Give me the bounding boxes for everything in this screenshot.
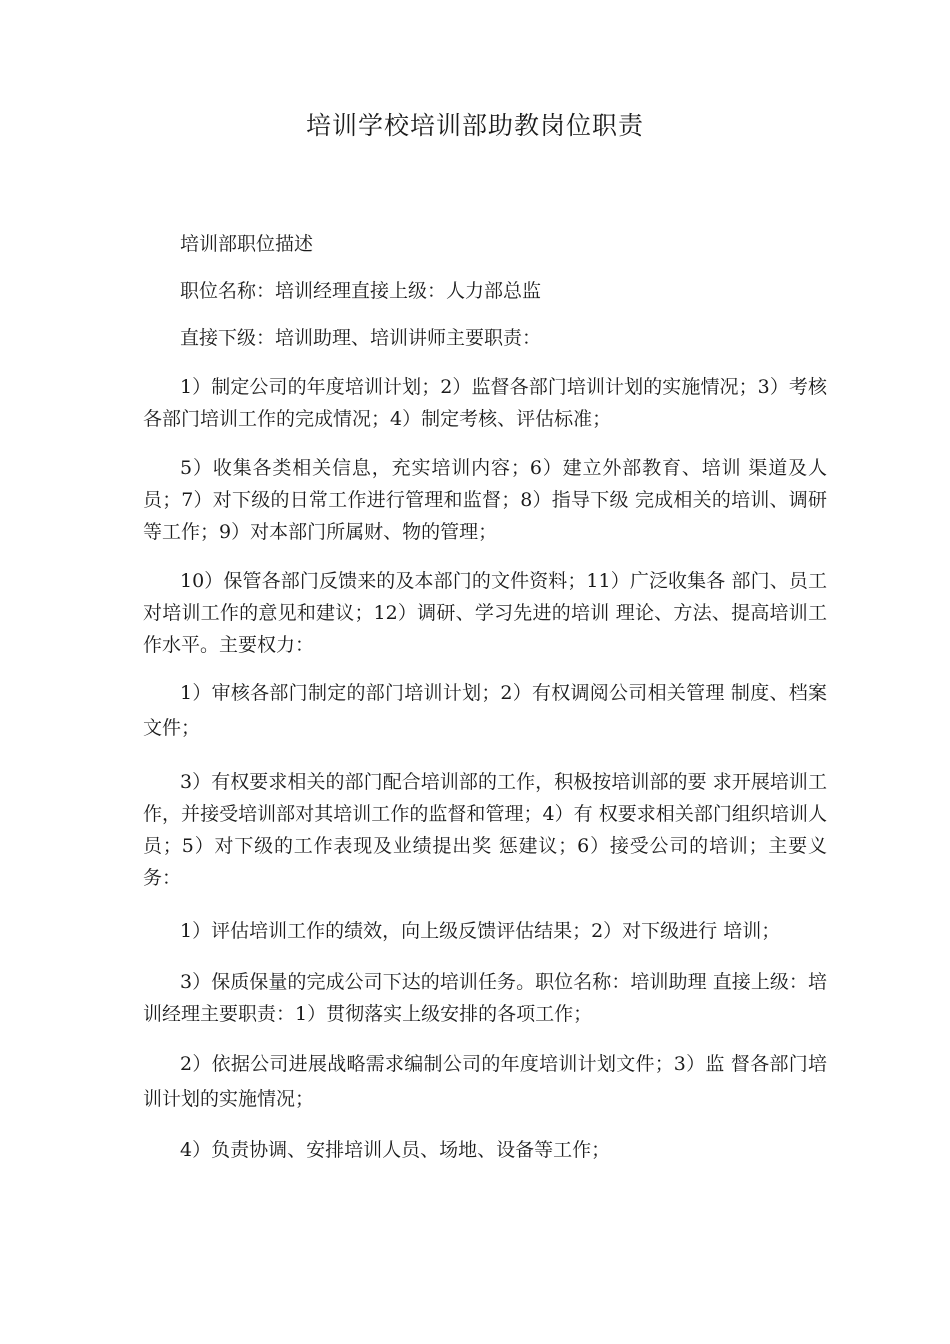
document-title: 培训学校培训部助教岗位职责 xyxy=(305,111,644,140)
paragraph: 10）保管各部门反馈来的及本部门的文件资料；11）广泛收集各 部门、员工对培训工作的意见和建议；12）调研、学习先进的培训 理论、方法、提高培训工作水平。主要权力： xyxy=(143,570,827,656)
paragraph: 2）依据公司进展战略需求编制公司的年度培训计划文件；3）监 督各部门培训计划的实施情况； xyxy=(143,1053,827,1110)
paragraph: 3）保质保量的完成公司下达的培训任务。职位名称：培训助理 直接上级：培训经理主要职责：1）贯彻落实上级安排的各项工作； xyxy=(143,971,827,1025)
paragraph: 职位名称：培训经理直接上级：人力部总监 xyxy=(180,280,542,302)
paragraph: 直接下级：培训助理、培训讲师主要职责： xyxy=(180,327,542,349)
paragraph: 1）制定公司的年度培训计划；2）监督各部门培训计划的实施情况；3）考核各部门培训工作的完成情况；4）制定考核、评估标准； xyxy=(143,376,827,430)
paragraph: 3）有权要求相关的部门配合培训部的工作，积极按培训部的要 求开展培训工作，并接受培训部对其培训工作的监督和管理；4）有 权要求相关部门组织培训人员；5）对下级的工作表现及业绩提出奖 惩建议；6）接受公司的培训；主要义务： xyxy=(143,771,827,889)
paragraph: 培训部职位描述 xyxy=(180,233,314,255)
paragraph: 5）收集各类相关信息，充实培训内容；6）建立外部教育、培训 渠道及人员；7）对下级的日常工作进行管理和监督；8）指导下级 完成相关的培训、调研等工作；9）对本部门所属财、物的管理； xyxy=(143,457,827,543)
document-body xyxy=(143,228,827,1166)
paragraph: 1）审核各部门制定的部门培训计划；2）有权调阅公司相关管理 制度、档案文件； xyxy=(143,682,827,739)
paragraph: 1）评估培训工作的绩效，向上级反馈评估结果；2）对下级进行 培训； xyxy=(180,920,781,942)
paragraph: 4）负责协调、安排培训人员、场地、设备等工作； xyxy=(180,1139,611,1161)
